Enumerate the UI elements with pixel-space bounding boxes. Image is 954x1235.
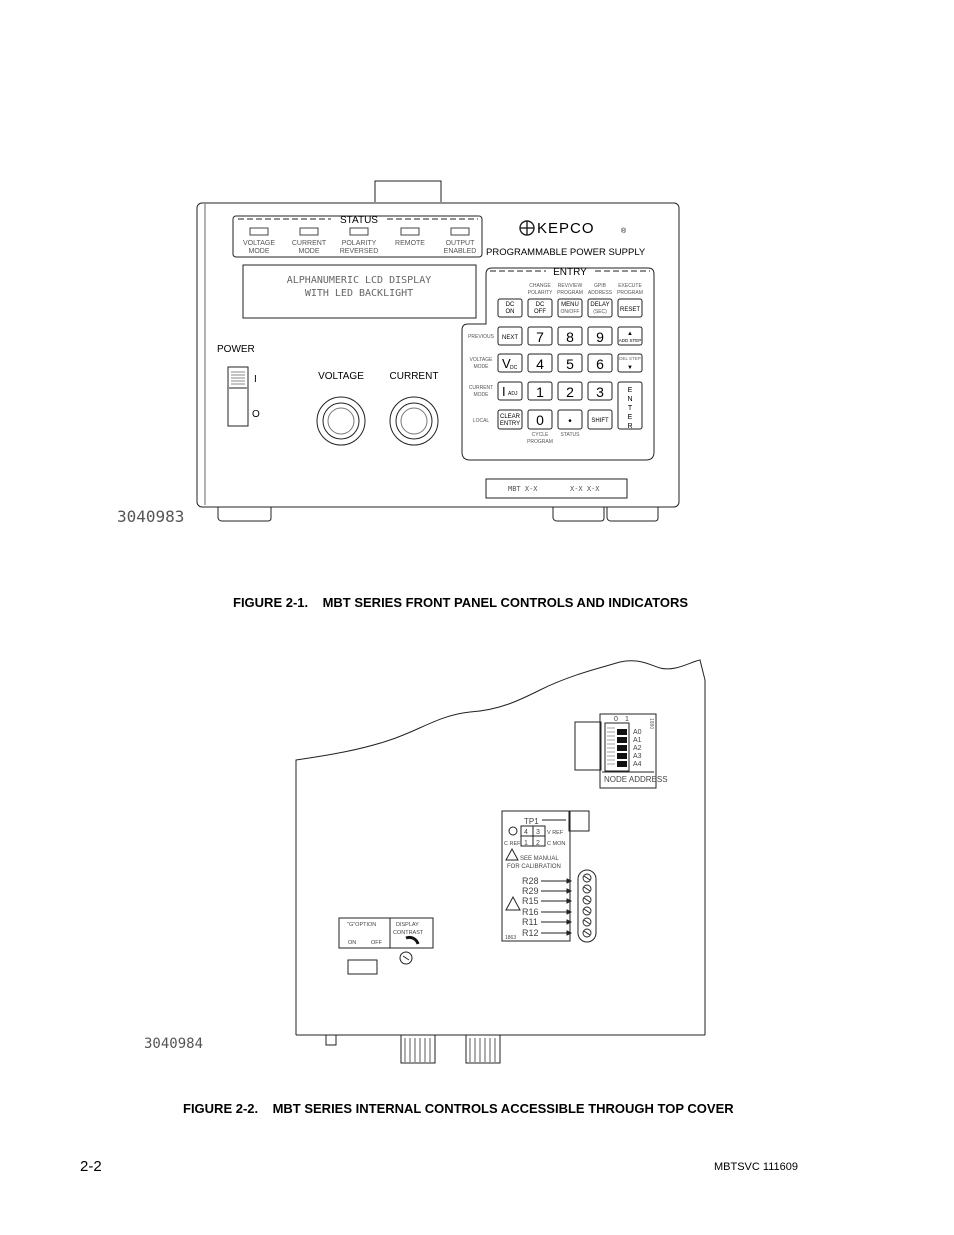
page-number: 2-2 (80, 1158, 102, 1175)
voltage-knob-label: VOLTAGE (318, 371, 364, 382)
status-remote-label: REMOTE (395, 240, 425, 247)
lcd-line-2: WITH LED BACKLIGHT (304, 288, 414, 299)
delete-key-label: DEL STEP (619, 356, 641, 361)
rev-view-label: REV/VIEW (557, 283, 583, 289)
ground-icon (509, 827, 517, 835)
iadj-key-label: I (502, 384, 506, 399)
execute-program-label2: PROGRAM (617, 290, 643, 296)
dip-side-code: 1880 (648, 718, 654, 730)
dip-a2-label: A2 (633, 745, 642, 752)
status-voltage-mode-label: VOLTAGE (242, 240, 276, 247)
cal-code-label: 1863 (505, 935, 517, 941)
pot-r29-label: R29 (522, 886, 539, 896)
gpib-address-label: GPIB (594, 283, 606, 289)
dc-off-key-label2: OFF (534, 309, 546, 315)
pot-r28-label: R28 (522, 876, 539, 886)
enter-letter-n: N (627, 396, 633, 403)
delay-key-label2: (SEC) (593, 309, 607, 315)
delay-key-label: DELAY (590, 302, 610, 308)
shift-key-label: SHIFT (591, 418, 609, 424)
down-arrow-icon: ▼ (627, 365, 633, 371)
c-mon-label: C MON (547, 841, 566, 847)
brand-name: KEPCO (537, 220, 595, 237)
cal-note-line2: FOR CALIBRATION (507, 864, 561, 870)
dip-header-0: 0 (614, 716, 618, 723)
current-mode-side-label2: MODE (473, 392, 489, 398)
iadj-key-sub: ADJ (508, 391, 518, 397)
warning-icon (506, 849, 518, 860)
g-option-label: "G"OPTION (347, 922, 377, 928)
g-option-off-label: OFF (371, 940, 382, 946)
power-on-label: I (254, 374, 257, 385)
program-label: PROGRAM (527, 439, 553, 445)
model-plate-left: MBT X-X (508, 485, 538, 493)
change-polarity-label2: POLARITY (527, 290, 553, 296)
c-ref-label: C REF (504, 841, 521, 847)
digit-0-label: 0 (536, 412, 544, 428)
digit-9-label: 9 (596, 329, 604, 345)
drawing-number-2: 3040984 (144, 1036, 204, 1052)
digit-7-label: 7 (536, 329, 544, 345)
figure-2-1-caption: FIGURE 2-1. MBT SERIES FRONT PANEL CONTROLS AND INDICATORS (233, 595, 689, 610)
previous-label: PREVIOUS (468, 334, 494, 340)
status-voltage-mode-label2: MODE (248, 248, 270, 255)
menu-key-label: MENU (561, 302, 579, 308)
rev-view-label2: PROGRAM (557, 290, 583, 296)
g-option-on-label: ON (348, 940, 357, 946)
local-label: LOCAL (472, 418, 490, 424)
status-current-mode-label2: MODE (298, 248, 320, 255)
contrast-dial-icon (406, 937, 418, 944)
digit-4-label: 4 (536, 356, 544, 372)
voltage-mode-side-label: VOLTAGE (469, 357, 493, 363)
clear-key-label: CLEAR (499, 414, 521, 420)
tp-pin-2: 2 (536, 840, 540, 847)
enter-letter-r: R (627, 423, 633, 430)
digit-2-label: 2 (566, 384, 574, 400)
registered-mark: ® (621, 228, 627, 235)
cycle-label: CYCLE (531, 432, 549, 438)
status-current-mode-label: CURRENT (291, 240, 327, 247)
cal-note-line1: SEE MANUAL (520, 856, 559, 862)
current-knob-label: CURRENT (389, 371, 439, 382)
power-label: POWER (217, 344, 255, 355)
pot-r12-label: R12 (522, 928, 539, 938)
document-id: MBTSVC 111609 (714, 1161, 798, 1173)
v-ref-label: V REF (547, 830, 564, 836)
status-polarity-label2: REVERSED (339, 248, 379, 255)
dip-a1-label: A1 (633, 737, 642, 744)
vdc-key-sub: DC (510, 365, 518, 371)
dip-a0-label: A0 (633, 729, 642, 736)
current-mode-side-label: CURRENT (468, 385, 494, 391)
dip-header-1: 1 (625, 716, 629, 723)
dc-on-key-label2: ON (505, 309, 515, 315)
digit-5-label: 5 (566, 356, 574, 372)
enter-letter-e2: E (627, 414, 633, 421)
model-plate-right: X-X X-X (570, 485, 600, 493)
status-polarity-label: POLARITY (341, 240, 377, 247)
digit-6-label: 6 (596, 356, 604, 372)
enter-letter-t: T (627, 405, 633, 412)
drawing-number-1: 3040983 (117, 507, 185, 526)
tp1-label: TP1 (524, 817, 539, 826)
figure-2-2-caption: FIGURE 2-2. MBT SERIES INTERNAL CONTROLS ACCESSIBLE THROUGH TOP COVER (183, 1101, 734, 1116)
reset-key-label: RESET (619, 307, 641, 313)
tp-pin-3: 3 (536, 829, 540, 836)
change-polarity-label: CHANGE (529, 283, 551, 289)
warning-icon (506, 897, 520, 910)
add-step-key-label: ADD STEP (618, 338, 642, 343)
clear-key-label2: ENTRY (499, 421, 521, 427)
status-output-label: OUTPUT (445, 240, 475, 247)
pot-r11-label: R11 (522, 917, 538, 927)
lcd-line-1: ALPHANUMERIC LCD DISPLAY (286, 275, 432, 286)
vdc-key-label: V (502, 356, 511, 371)
dip-a3-label: A3 (633, 753, 642, 760)
contrast-label: CONTRAST (393, 930, 424, 936)
gpib-address-label2: ADDRESS (587, 290, 613, 296)
enter-letter-e: E (627, 387, 633, 394)
execute-program-label: EXECUTE (618, 283, 642, 289)
dip-a4-label: A4 (633, 761, 642, 768)
status-output-label2: ENABLED (443, 248, 477, 255)
digit-8-label: 8 (566, 329, 574, 345)
product-line: PROGRAMMABLE POWER SUPPLY (486, 247, 646, 258)
display-label: DISPLAY (396, 922, 419, 928)
menu-key-label2: ON/OFF (560, 309, 580, 315)
dc-on-key-label: DC (505, 302, 515, 308)
decimal-label: • (568, 416, 572, 427)
status-title: STATUS (340, 215, 378, 226)
digit-3-label: 3 (596, 384, 604, 400)
node-address-label: NODE ADDRESS (604, 775, 668, 784)
entry-title: ENTRY (553, 267, 587, 278)
power-off-label: O (252, 409, 260, 420)
next-key-label: NEXT (501, 335, 519, 341)
tp-pin-4: 4 (524, 829, 528, 836)
voltage-mode-side-label2: MODE (473, 364, 489, 370)
up-arrow-icon: ▲ (627, 331, 633, 337)
pot-r16-label: R16 (522, 907, 539, 917)
tp-pin-1: 1 (524, 840, 528, 847)
status-key-label: STATUS (560, 432, 580, 438)
dc-off-key-label: DC (535, 302, 545, 308)
pot-r15-label: R15 (522, 896, 539, 906)
digit-1-label: 1 (536, 384, 544, 400)
